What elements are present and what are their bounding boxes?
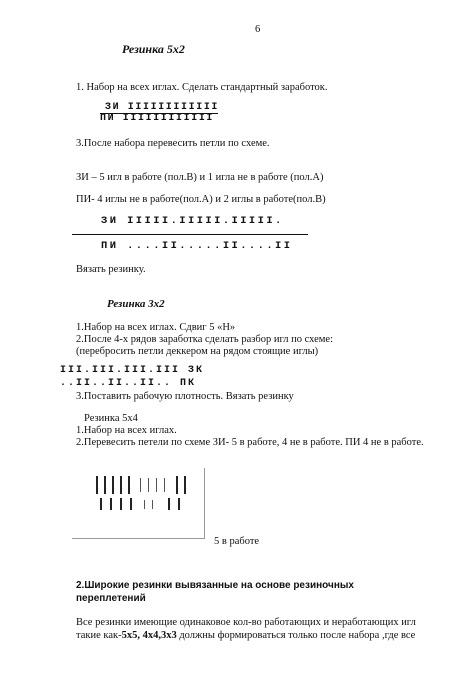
- body-text-suffix: должны формироваться только после набора ,где все: [176, 630, 416, 641]
- knit-instruction: Вязать резинку.: [76, 264, 146, 275]
- rib-5x4-step-2: 2.Перевесить петели по схеме ЗИ- 5 в работе, 4 не в работе. ПИ 4 не в работе.: [76, 437, 424, 448]
- zi-note: ЗИ – 5 игл в работе (пол.В) и 1 игла не в работе (пол.А): [76, 172, 324, 183]
- rib-5x4-step-1: 1.Набор на всех иглах.: [76, 425, 177, 436]
- needle-bed-photo: [72, 468, 205, 539]
- step-1: 1. Набор на всех иглах. Сделать стандартный заработок.: [76, 82, 328, 93]
- heading-wide-ribs-line-2: переплетений: [76, 593, 146, 604]
- photo-caption: 5 в работе: [214, 536, 260, 547]
- pi-note: ПИ- 4 иглы не в работе(пол.А) и 2 иглы в работе(пол.В): [76, 194, 326, 205]
- scheme-pi-row: ПИ IIIIIIIIIIII: [100, 113, 215, 124]
- section-title-rib-5x4: Резинка 5х4: [84, 413, 138, 424]
- heading-wide-ribs-line-1: 2.Широкие резинки вывязанные на основе резиночных: [76, 580, 354, 591]
- page-number: 6: [255, 24, 261, 35]
- section-title-rib-3x2: Резинка 3х2: [107, 298, 165, 310]
- rib-3x2-step-2: 2.После 4-х рядов заработка сделать разбор игл по схеме:: [76, 334, 333, 345]
- scheme-zi-row: ЗИ IIIIIIIIIIII: [105, 102, 220, 113]
- rib-sizes-bold: 5х5, 4х4,3х3: [121, 630, 177, 641]
- scheme-row-pk: ..II..II..II.. ПК: [60, 378, 197, 389]
- scheme-row-zk: III.III.III.III ЗК: [60, 365, 205, 376]
- step-3: 3.После набора перевесить петли по схеме.: [76, 138, 270, 149]
- scheme-zi-row-2: ЗИ IIIII.IIIII.IIIII.: [101, 215, 284, 227]
- rib-3x2-step-3: 3.Поставить рабочую плотность. Вязать резинку: [76, 391, 294, 402]
- scheme-pi-row-2: ПИ ....II.....II....II: [101, 240, 293, 252]
- section-title-rib-5x2: Резинка 5х2: [122, 42, 185, 56]
- rib-3x2-step-1: 1.Набор на всех иглах. Сдвиг 5 «Н»: [76, 322, 236, 333]
- rib-3x2-step-2-note: (перебросить петли деккером на рядом стоящие иглы): [76, 346, 319, 357]
- wide-ribs-body-line-1: Все резинки имеющие одинаковое кол-во работающих и неработающих игл: [76, 617, 416, 628]
- wide-ribs-body-line-2: [76, 630, 415, 641]
- scheme-divider-2: [72, 234, 308, 235]
- body-text-prefix: такие как-: [76, 630, 122, 641]
